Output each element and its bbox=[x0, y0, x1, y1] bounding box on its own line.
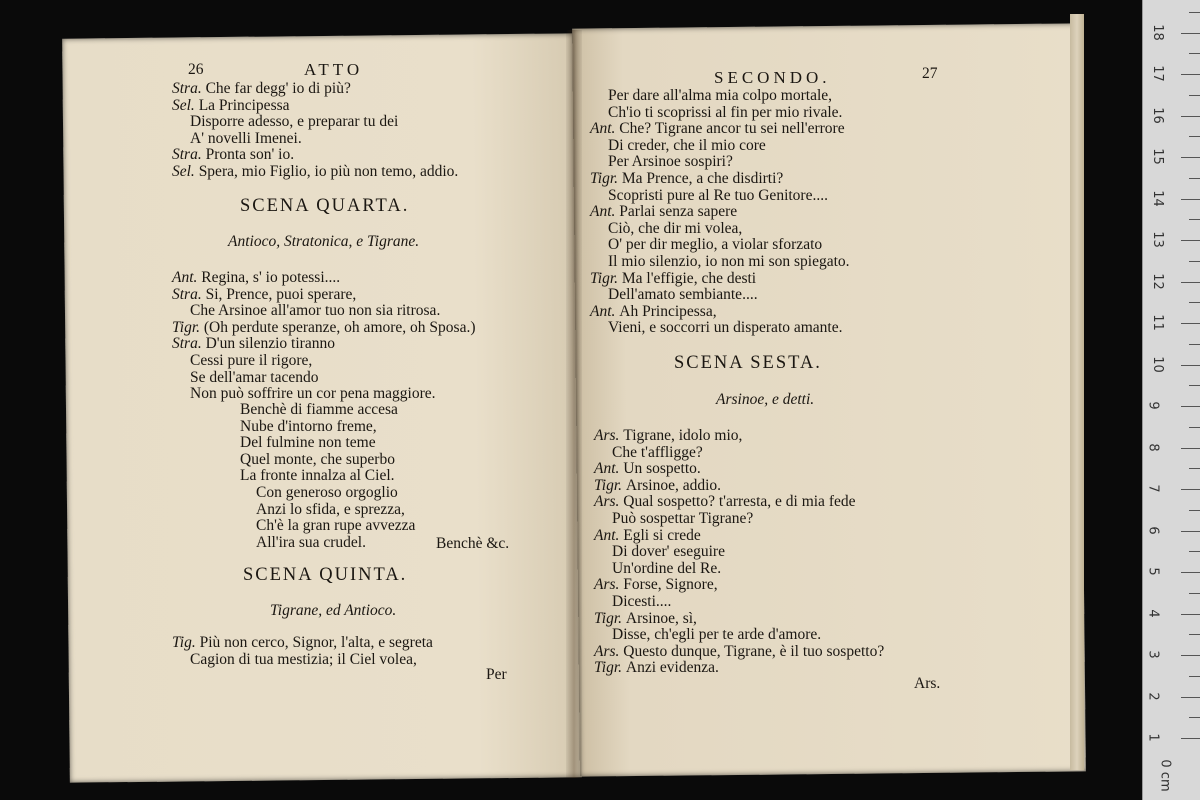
speaker-label: Ant. bbox=[590, 203, 620, 221]
line-text: Che? Tigrane ancor tu sei nell'errore bbox=[619, 120, 845, 138]
aria-line: Del fulmine non teme bbox=[240, 434, 376, 452]
line-text: Dicesti.... bbox=[612, 592, 672, 610]
page-stack-edge bbox=[1070, 14, 1084, 770]
speaker-label: Ant. bbox=[590, 120, 620, 138]
scene-sesta-title: SCENA SESTA. bbox=[674, 353, 822, 373]
line-text: Un sospetto. bbox=[623, 460, 701, 478]
dialogue-line bbox=[594, 494, 884, 511]
dialogue-line bbox=[594, 511, 884, 528]
speaker-label: Ars. bbox=[594, 576, 624, 594]
dialogue-line bbox=[594, 644, 884, 661]
speaker-label: Ars. bbox=[594, 642, 624, 660]
line-text: Che Arsinoe all'amor tuo non sia ritrosa. bbox=[190, 302, 441, 320]
ruler-tick bbox=[1181, 365, 1200, 366]
ruler-tick bbox=[1181, 406, 1200, 407]
dialogue-line bbox=[594, 561, 884, 578]
ruler-tick bbox=[1181, 282, 1200, 283]
dialogue-line bbox=[594, 577, 884, 594]
ruler-tick bbox=[1181, 614, 1200, 615]
right-catchword: Ars. bbox=[914, 675, 941, 692]
right-page-number: 27 bbox=[922, 65, 938, 82]
ruler-tick bbox=[1181, 697, 1200, 698]
speaker-label: Tigr. bbox=[590, 269, 622, 287]
line-text: Ma Prence, a che disdirti? bbox=[621, 169, 784, 187]
line-text: Disporre adesso, e preparar tu dei bbox=[190, 113, 399, 131]
dialogue-line bbox=[594, 594, 884, 611]
ruler-half-tick bbox=[1189, 302, 1200, 303]
dialogue-line bbox=[594, 461, 884, 478]
dialogue-line bbox=[590, 138, 850, 155]
dialogue-line bbox=[590, 121, 850, 138]
line-text: Che far degg' io di più? bbox=[205, 80, 351, 97]
dialogue-line bbox=[172, 303, 475, 320]
line-text: Anzi evidenza. bbox=[625, 659, 719, 677]
ruler-half-tick bbox=[1189, 178, 1200, 179]
ruler-half-tick bbox=[1189, 136, 1200, 137]
ruler-mark: 16 bbox=[1149, 106, 1165, 124]
ruler-mark: 2 bbox=[1145, 691, 1161, 701]
aria-line: La fronte innalza al Ciel. bbox=[240, 467, 395, 485]
dialogue-line bbox=[172, 131, 458, 148]
dialogue-line bbox=[594, 528, 884, 545]
line-text: Più non cerco, Signor, l'alta, e segreta bbox=[199, 634, 433, 651]
ruler-tick bbox=[1181, 116, 1200, 117]
speaker-label: Tig. bbox=[172, 634, 200, 651]
speaker-label: Ars. bbox=[594, 493, 624, 511]
line-text: Si, Prence, puoi sperare, bbox=[205, 285, 357, 303]
dialogue-line bbox=[590, 171, 850, 188]
dialogue-line bbox=[590, 221, 850, 238]
speaker-label: Stra. bbox=[172, 146, 206, 164]
dialogue-line bbox=[172, 320, 475, 337]
line-text: Arsinoe, sì, bbox=[625, 609, 697, 627]
left-catchword: Per bbox=[486, 666, 507, 683]
ruler-mark: 10 bbox=[1149, 355, 1165, 373]
ruler-mark: 1 bbox=[1145, 733, 1161, 742]
line-text: Per dare all'alma mia colpo mortale, bbox=[608, 87, 833, 104]
speaker-label: Ant. bbox=[594, 526, 624, 544]
line-text: Arsinoe, addio. bbox=[625, 476, 722, 494]
scene-quinta-characters: Tigrane, ed Antioco. bbox=[270, 602, 397, 619]
scene-quarta-title: SCENA QUARTA. bbox=[240, 196, 410, 216]
left-top-dialogue bbox=[172, 81, 458, 181]
scene-sesta-characters: Arsinoe, e detti. bbox=[716, 391, 815, 408]
line-text: Vieni, e soccorri un disperato amante. bbox=[608, 319, 843, 337]
dialogue-line bbox=[172, 370, 475, 387]
dialogue-line bbox=[590, 254, 850, 271]
ruler-tick bbox=[1181, 448, 1200, 449]
speaker-label: Tigr. bbox=[594, 609, 626, 627]
ruler-mark: 18 bbox=[1149, 23, 1165, 41]
speaker-label: Tigr. bbox=[594, 476, 626, 494]
line-text: Di dover' eseguire bbox=[612, 543, 725, 561]
speaker-label: Ars. bbox=[594, 427, 624, 444]
line-text: Ma l'effigie, che desti bbox=[621, 269, 757, 287]
line-text: Pronta son' io. bbox=[205, 146, 295, 164]
line-text: Parlai senza sapere bbox=[619, 203, 738, 221]
ruler-half-tick bbox=[1189, 676, 1200, 677]
ruler-mark: 12 bbox=[1149, 272, 1165, 290]
ruler-tick bbox=[1181, 655, 1200, 656]
ruler-unit-label: 0 cm bbox=[1157, 759, 1173, 792]
ruler-mark: 15 bbox=[1149, 148, 1165, 165]
dialogue-line bbox=[172, 147, 458, 164]
dialogue-line bbox=[172, 353, 475, 370]
ruler-tick bbox=[1181, 33, 1200, 34]
line-text: Ciò, che dir mi volea, bbox=[608, 219, 743, 237]
ruler-mark: 4 bbox=[1145, 608, 1161, 618]
line-text: La Principessa bbox=[198, 96, 290, 114]
ruler-tick bbox=[1181, 157, 1200, 158]
dialogue-line bbox=[594, 627, 884, 644]
scale-ruler bbox=[1142, 0, 1200, 800]
speaker-label: Ant. bbox=[172, 269, 202, 286]
line-text: Ah Principessa, bbox=[619, 302, 717, 320]
line-text: Per Arsinoe sospiri? bbox=[608, 153, 733, 171]
aria-line: Benchè di fiamme accesa bbox=[240, 401, 398, 418]
right-running-head: SECONDO. bbox=[714, 68, 831, 87]
aria-line: Quel monte, che superbo bbox=[240, 450, 395, 468]
line-text: Se dell'amar tacendo bbox=[190, 368, 319, 386]
ruler-half-tick bbox=[1189, 427, 1200, 428]
speaker-label: Tigr. bbox=[172, 318, 204, 336]
dialogue-line bbox=[594, 544, 884, 561]
line-text: Qual sospetto? t'arresta, e di mia fede bbox=[623, 493, 856, 511]
line-text: A' novelli Imenei. bbox=[190, 129, 302, 147]
ruler-half-tick bbox=[1189, 510, 1200, 511]
ruler-tick bbox=[1181, 199, 1200, 200]
line-text: Che t'affligge? bbox=[612, 443, 703, 461]
line-text: Dell'amato sembiante.... bbox=[608, 286, 758, 304]
dialogue-line bbox=[590, 88, 850, 105]
speaker-label: Stra. bbox=[172, 80, 206, 97]
aria-line: Ch'è la gran rupe avvezza bbox=[256, 517, 416, 535]
ruler-half-tick bbox=[1189, 717, 1200, 718]
line-text: Scopristi pure al Re tuo Genitore.... bbox=[608, 186, 828, 204]
speaker-label: Ant. bbox=[590, 302, 620, 320]
dialogue-line bbox=[172, 98, 458, 115]
line-text: Ch'io ti scoprissi al fin per mio rivale. bbox=[608, 103, 843, 121]
ruler-half-tick bbox=[1189, 551, 1200, 552]
speaker-label: Sel. bbox=[172, 96, 199, 114]
speaker-label: Stra. bbox=[172, 335, 206, 353]
dialogue-line bbox=[590, 105, 850, 122]
ruler-mark: 17 bbox=[1149, 65, 1165, 82]
line-text: Il mio silenzio, io non mi son spiegato. bbox=[608, 252, 850, 270]
dialogue-line bbox=[594, 660, 884, 677]
ruler-tick bbox=[1181, 489, 1200, 490]
dialogue-line bbox=[590, 320, 850, 337]
line-text: Regina, s' io potessi.... bbox=[201, 269, 341, 286]
line-text: (Oh perdute speranze, oh amore, oh Sposa.) bbox=[203, 318, 476, 336]
line-text: D'un silenzio tiranno bbox=[205, 335, 335, 353]
ruler-mark: 9 bbox=[1145, 401, 1161, 410]
line-text: Disse, ch'egli per te arde d'amore. bbox=[612, 626, 822, 644]
ruler-half-tick bbox=[1189, 385, 1200, 386]
line-text: Egli si crede bbox=[623, 526, 701, 544]
scene-quarta-dialogue bbox=[172, 270, 475, 403]
line-text: Può sospettar Tigrane? bbox=[612, 509, 754, 527]
dialogue-line bbox=[590, 154, 850, 171]
left-running-head: ATTO bbox=[304, 60, 364, 79]
dialogue-line bbox=[594, 428, 884, 445]
scene-quinta-dialogue bbox=[172, 635, 433, 668]
dialogue-line bbox=[594, 478, 884, 495]
dialogue-line bbox=[172, 652, 433, 669]
speaker-label: Tigr. bbox=[590, 169, 622, 187]
aria-line: Nube d'intorno freme, bbox=[240, 417, 377, 435]
aria-text bbox=[240, 402, 415, 551]
aria-reprise: Benchè &c. bbox=[436, 535, 510, 552]
speaker-label: Ant. bbox=[594, 460, 624, 478]
scene-sesta-dialogue bbox=[594, 428, 884, 677]
line-text: Spera, mio Figlio, io più non temo, addio. bbox=[198, 162, 459, 180]
speaker-label: Sel. bbox=[172, 162, 199, 180]
ruler-half-tick bbox=[1189, 593, 1200, 594]
ruler-tick bbox=[1181, 572, 1200, 573]
line-text: Cagion di tua mestizia; il Ciel volea, bbox=[190, 650, 417, 668]
dialogue-line bbox=[172, 287, 475, 304]
line-text: Cessi pure il rigore, bbox=[190, 351, 313, 369]
ruler-half-tick bbox=[1189, 344, 1200, 345]
dialogue-line bbox=[590, 271, 850, 288]
speaker-label: Tigr. bbox=[594, 659, 626, 677]
ruler-tick bbox=[1181, 323, 1200, 324]
ruler-tick bbox=[1181, 738, 1200, 739]
ruler-half-tick bbox=[1189, 468, 1200, 469]
ruler-half-tick bbox=[1189, 219, 1200, 220]
scene-quarta-characters: Antioco, Stratonica, e Tigrane. bbox=[228, 233, 420, 250]
line-text: O' per dir meglio, a violar sforzato bbox=[608, 236, 823, 254]
line-text: Tigrane, idolo mio, bbox=[623, 427, 743, 444]
ruler-tick bbox=[1181, 240, 1200, 241]
ruler-mark: 8 bbox=[1145, 442, 1161, 452]
speaker-label: Stra. bbox=[172, 285, 206, 303]
ruler-mark: 13 bbox=[1149, 231, 1165, 248]
dialogue-line bbox=[590, 287, 850, 304]
ruler-half-tick bbox=[1189, 53, 1200, 54]
ruler-half-tick bbox=[1189, 634, 1200, 635]
dialogue-line bbox=[172, 635, 433, 652]
dialogue-line bbox=[172, 114, 458, 131]
dialogue-line bbox=[594, 611, 884, 628]
dialogue-line bbox=[590, 237, 850, 254]
dialogue-line bbox=[172, 336, 475, 353]
ruler-mark: 7 bbox=[1145, 484, 1161, 493]
line-text: Di creder, che il mio core bbox=[608, 136, 766, 154]
dialogue-line bbox=[590, 304, 850, 321]
line-text: Forse, Signore, bbox=[623, 576, 718, 594]
line-text: Non può soffrire un cor pena maggiore. bbox=[190, 385, 436, 403]
aria-line: Anzi lo sfida, e sprezza, bbox=[256, 500, 405, 518]
dialogue-line bbox=[590, 188, 850, 205]
ruler-mark: 14 bbox=[1149, 189, 1165, 207]
ruler-half-tick bbox=[1189, 261, 1200, 262]
dialogue-line bbox=[172, 270, 475, 287]
line-text: Questo dunque, Tigrane, è il tuo sospetto? bbox=[623, 642, 885, 660]
ruler-tick bbox=[1181, 531, 1200, 532]
scene-quinta-title: SCENA QUINTA. bbox=[243, 565, 408, 585]
ruler-mark: 5 bbox=[1145, 567, 1161, 576]
ruler-mark: 11 bbox=[1149, 314, 1165, 331]
ruler-mark: 6 bbox=[1145, 525, 1161, 535]
ruler-mark: 3 bbox=[1145, 650, 1161, 659]
aria-line: Con generoso orgoglio bbox=[256, 483, 398, 501]
right-top-dialogue bbox=[590, 88, 850, 337]
book-gutter bbox=[566, 30, 582, 778]
ruler-tick bbox=[1181, 74, 1200, 75]
line-text: Un'ordine del Re. bbox=[612, 559, 722, 577]
dialogue-line bbox=[594, 445, 884, 462]
left-page-number: 26 bbox=[188, 61, 204, 78]
dialogue-line bbox=[172, 81, 458, 98]
dialogue-line bbox=[590, 204, 850, 221]
aria-line: All'ira sua crudel. bbox=[256, 533, 366, 551]
ruler-half-tick bbox=[1189, 95, 1200, 96]
ruler-half-tick bbox=[1189, 12, 1200, 13]
dialogue-line bbox=[172, 164, 458, 181]
